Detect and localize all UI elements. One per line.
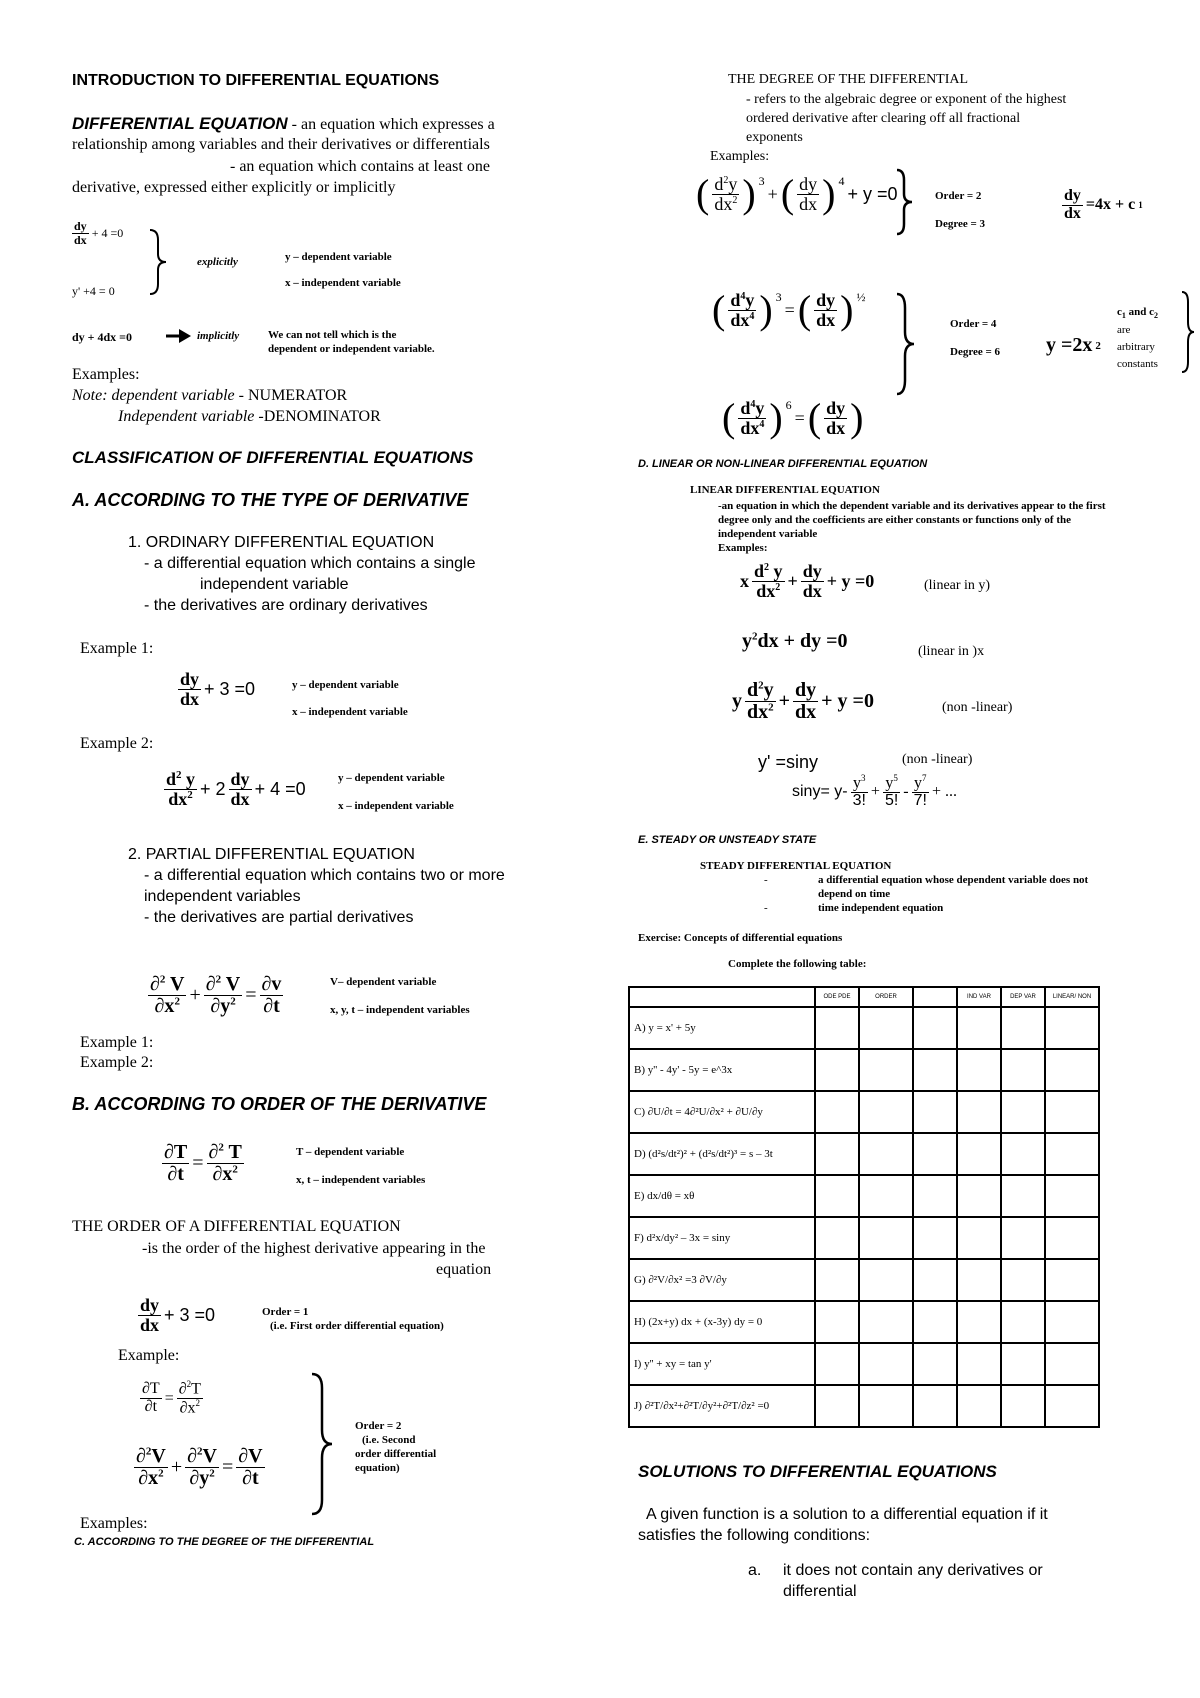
- series-num-3: $y^3$: [853, 773, 866, 792]
- condition-a-text-2: differential: [783, 1583, 857, 1600]
- examples-label-2: Examples:: [80, 1515, 148, 1532]
- note-numerator: [72, 387, 347, 405]
- e2-denominator-2: dx: [230, 788, 250, 809]
- ode-bullet-2: - the derivatives are ordinary derivatives: [144, 597, 428, 614]
- ode-title: 1. ORDINARY DIFFERENTIAL EQUATION: [128, 534, 435, 551]
- e2-rest: + 4 =0: [254, 778, 306, 799]
- implicit-eq: dy + 4dx =0: [72, 330, 133, 344]
- order-2-ie-1: (i.e. Second: [362, 1434, 416, 1446]
- d2-den-1: $dx^4$: [730, 309, 755, 330]
- d2-side-exp: 2: [1095, 339, 1101, 352]
- solutions-paragraph-1: A given function is a solution to a differential equation if it: [646, 1506, 1048, 1523]
- answer-cell[interactable]: [859, 1301, 913, 1343]
- d1-num-1: $d^2y$: [714, 173, 738, 194]
- answer-cell[interactable]: [815, 1175, 859, 1217]
- o1-numerator: dy: [140, 1295, 160, 1315]
- definition-term: DIFFERENTIAL EQUATION: [72, 114, 288, 133]
- steady-dash-1: -: [764, 874, 768, 886]
- row-equation: E) dx/dθ = xθ: [629, 1175, 815, 1217]
- order-title: THE ORDER OF A DIFFERENTIAL EQUATION: [72, 1218, 401, 1235]
- answer-cell[interactable]: [815, 1007, 859, 1049]
- e1-rest: + 3 =0: [204, 678, 256, 699]
- explicit-eq-1: [72, 220, 123, 246]
- answer-cell[interactable]: [859, 1091, 913, 1133]
- answer-cell[interactable]: [815, 1343, 859, 1385]
- answer-cell[interactable]: [815, 1385, 859, 1427]
- e1-denominator: dx: [180, 688, 200, 709]
- series-den-7: 7!: [913, 792, 927, 810]
- degree-def-1: - refers to the algebraic degree or exponent of the highest: [746, 92, 1067, 107]
- sine-series: siny= y- $\frac{y^3}{3!}$ + $\frac{y^5}{5!}$ - $\frac{y^7}{7!}$ + ...: [792, 773, 957, 810]
- o2a-den-1: ∂t: [144, 1398, 158, 1416]
- explicitly-label: explicitly: [197, 256, 238, 268]
- answer-cell[interactable]: [1045, 1091, 1099, 1133]
- o2b-num-1: ∂$^2$V: [136, 1445, 166, 1467]
- e2-numerator-2: dy: [230, 769, 250, 789]
- d1-side-text: =4x + c: [1085, 196, 1136, 214]
- o2b-num-2: ∂$^2$V: [187, 1445, 217, 1467]
- row-equation: F) d²x/dy² – 3x = siny: [629, 1217, 815, 1259]
- answer-cell[interactable]: [1001, 1343, 1045, 1385]
- answer-cell[interactable]: [913, 1343, 957, 1385]
- definition-line-3: - an equation which contains at least one: [230, 158, 490, 175]
- table-row: [629, 1049, 1099, 1091]
- section-e-heading: E. STEADY OR UNSTEADY STATE: [638, 834, 817, 846]
- heat-den-2: $\partial x^2$: [212, 1163, 238, 1185]
- header-cell: [913, 987, 957, 1007]
- definition-line-4: derivative, expressed either explicitly or implicitly: [72, 179, 396, 196]
- exercise-label: Exercise: Concepts of differential equations: [638, 932, 843, 944]
- o1-denominator: dx: [140, 1314, 160, 1335]
- order-1-ie: (i.e. First order differential equation): [270, 1320, 444, 1332]
- row-equation: H) (2x+y) dx + (x-3y) dy = 0: [629, 1301, 815, 1343]
- o2a-num-1: ∂T: [142, 1380, 160, 1398]
- l1-den-1: $dx^2$: [756, 580, 781, 601]
- pde-bullet-2: - the derivatives are partial derivatives: [144, 909, 414, 926]
- answer-cell[interactable]: [957, 1301, 1001, 1343]
- answer-cell[interactable]: [1001, 1217, 1045, 1259]
- example-2-equation: [164, 770, 306, 809]
- nonlinear-eq-2: y' =siny: [758, 752, 818, 772]
- const-c1: c: [1117, 306, 1122, 318]
- header-cell: LINEAR/ NON: [1045, 987, 1099, 1007]
- table-row: [629, 1217, 1099, 1259]
- heat-equation: $\frac{\partial T}{\partial t}$ = $\frac{\partial^2 T}{\partial x^2}$: [164, 1141, 242, 1185]
- answer-cell[interactable]: [815, 1259, 859, 1301]
- answer-cell[interactable]: [1045, 1385, 1099, 1427]
- order-2-ie-3: equation): [355, 1462, 400, 1474]
- degree-brace-1-icon: [895, 168, 915, 236]
- steady-bullet-1b: depend on time: [818, 888, 891, 900]
- answer-cell[interactable]: [1045, 1259, 1099, 1301]
- d2-exp-3: 3: [775, 290, 782, 304]
- e1-numerator: dy: [180, 669, 200, 689]
- answer-cell[interactable]: [815, 1091, 859, 1133]
- answer-cell[interactable]: [859, 1343, 913, 1385]
- answer-cell[interactable]: [1001, 1007, 1045, 1049]
- const-and: and c: [1125, 306, 1155, 318]
- degree-eq-2: ( $\frac{d^4y}{dx^4}$ ) $^3$ = ( $\frac{dy}{dx}$ ) $^{\frac{1}{2}}$: [712, 287, 866, 332]
- row-equation: J) ∂²T/∂x²+∂²T/∂y²+∂²T/∂z² =0: [629, 1385, 815, 1427]
- right-brace-icon: [148, 228, 170, 296]
- answer-cell[interactable]: [913, 1007, 957, 1049]
- o2a-den-2: $\partial x^2$: [179, 1398, 201, 1417]
- degree-examples: Examples:: [710, 149, 770, 164]
- linear-def-1: -an equation in which the dependent variable and its derivatives appear to the first: [718, 500, 1106, 512]
- o2b-den-3: ∂t: [242, 1467, 259, 1489]
- table-row: [629, 1091, 1099, 1133]
- answer-cell[interactable]: [1045, 1217, 1099, 1259]
- ex1-rest: + 4 =0: [91, 225, 124, 240]
- nonlinear-label-2: (non -linear): [902, 752, 973, 767]
- condition-a-marker: a.: [748, 1562, 762, 1579]
- order-definition: -is the order of the highest derivative appearing in the: [142, 1240, 486, 1257]
- l1-den-2: dx: [802, 580, 822, 601]
- answer-cell[interactable]: [957, 1217, 1001, 1259]
- series-label: siny= y-: [792, 782, 848, 800]
- answer-cell[interactable]: [815, 1301, 859, 1343]
- answer-cell[interactable]: [913, 1217, 957, 1259]
- answer-cell[interactable]: [957, 1343, 1001, 1385]
- pde-num-1: ∂$^2$ V: [150, 973, 185, 995]
- e2-y-dep: y – dependent variable: [338, 772, 445, 784]
- linear-examples: Examples:: [718, 542, 768, 554]
- table-header-row: [629, 987, 1099, 1007]
- answer-cell[interactable]: [957, 1259, 1001, 1301]
- linear-def-2: degree only and the coefficients are either constants or functions only of the: [718, 514, 1071, 526]
- section-c-heading: C. ACCORDING TO THE DEGREE OF THE DIFFERENTIAL: [74, 1536, 375, 1548]
- pde-bullet-1: - a differential equation which contains two or more: [144, 867, 505, 884]
- answer-cell[interactable]: [859, 1259, 913, 1301]
- example-2-label: Example 2:: [80, 735, 154, 752]
- answer-cell[interactable]: [859, 1133, 913, 1175]
- constants-line-4: constants: [1117, 358, 1158, 370]
- answer-cell[interactable]: [1045, 1301, 1099, 1343]
- answer-cell[interactable]: [815, 1049, 859, 1091]
- ode-bullet-1b: independent variable: [200, 576, 349, 593]
- series-den-3: 3!: [852, 792, 866, 810]
- steady-bullet-1: a differential equation whose dependent variable does not: [818, 874, 1089, 886]
- answer-cell[interactable]: [1045, 1133, 1099, 1175]
- nl1-den-1: $dx^2$: [747, 701, 774, 723]
- answer-cell[interactable]: [913, 1133, 957, 1175]
- e2-x-indep: x – independent variable: [338, 800, 454, 812]
- d2-side-text: y =2x: [1046, 334, 1093, 356]
- o2b-den-1: $\partial x^2$: [138, 1467, 164, 1489]
- pde-bullet-1b: independent variables: [144, 888, 301, 905]
- d2-den-2: dx: [816, 309, 836, 330]
- o1-rest: + 3 =0: [164, 1304, 216, 1325]
- series-tail: + ...: [931, 782, 957, 800]
- d2-num-1: $d^4y$: [730, 289, 755, 310]
- constants-line-2: are: [1117, 324, 1131, 336]
- d1-den-2: dx: [799, 193, 818, 214]
- exercise-table: [628, 986, 1100, 1428]
- answer-cell[interactable]: [1001, 1259, 1045, 1301]
- linear-eq-2: $y^2dx$ + dy =0: [742, 630, 848, 652]
- d3-num-1: $d^4y$: [740, 397, 765, 418]
- table-row: [629, 1385, 1099, 1427]
- row-equation: A) y = x' + 5y: [629, 1007, 815, 1049]
- steady-dash-2: -: [764, 902, 768, 914]
- e1-y-dep: y – dependent variable: [292, 679, 399, 691]
- arrow-right-icon: [165, 328, 193, 344]
- y-dependent-label: y – dependent variable: [285, 251, 392, 263]
- section-b-heading: B. ACCORDING TO ORDER OF THE DERIVATIVE: [72, 1094, 487, 1114]
- const-c1-sub: 1: [1121, 311, 1126, 321]
- answer-cell[interactable]: [1001, 1175, 1045, 1217]
- l1-num-1: $d^2$ y: [754, 561, 783, 581]
- xyt-indep-label: x, y, t – independent variables: [330, 1004, 470, 1016]
- answer-cell[interactable]: [1045, 1007, 1099, 1049]
- d1-side-eq: [1062, 188, 1143, 223]
- v-dep-label: V– dependent variable: [330, 976, 437, 988]
- definition-line-2: relationship among variables and their derivatives or differentials: [72, 136, 490, 153]
- answer-cell[interactable]: [859, 1049, 913, 1091]
- degree-def-3: exponents: [746, 130, 803, 145]
- heat-den-1: ∂t: [167, 1163, 184, 1185]
- note-indep-var: Independent variable: [118, 408, 255, 425]
- pde-den-1: $\partial x^2$: [154, 995, 180, 1017]
- solutions-paragraph-2: satisfies the following conditions:: [638, 1527, 871, 1544]
- answer-cell[interactable]: [957, 1133, 1001, 1175]
- answer-cell[interactable]: [1001, 1133, 1045, 1175]
- section-a-heading: A. ACCORDING TO THE TYPE OF DERIVATIVE: [72, 490, 469, 510]
- order-1-label: Order = 1: [262, 1306, 309, 1318]
- example-1-equation: [178, 670, 255, 709]
- o2a-num-2: ∂$^2$T: [178, 1379, 201, 1398]
- series-num-7: $y^7$: [914, 773, 927, 792]
- pde-num-2: ∂$^2$ V: [205, 973, 241, 995]
- d1s-den: dx: [1064, 204, 1081, 222]
- d3-exp-6: 6: [785, 398, 792, 412]
- pde-num-3: ∂v: [261, 973, 282, 995]
- examples-label-1: Examples:: [72, 366, 140, 383]
- x-independent-label: x – independent variable: [285, 277, 401, 289]
- pde-equation: $\frac{\partial^2 V}{\partial x^2}$ + $\frac{\partial^2 V}{\partial y^2}$ = $\frac{\partial v}{\partial t}$: [150, 973, 282, 1017]
- constants-line-3: arbitrary: [1117, 341, 1155, 353]
- e2-mid: + 2: [200, 778, 226, 799]
- header-cell: DEP VAR: [1001, 987, 1045, 1007]
- order-2-eq-1: $\frac{\partial T}{\partial t}$ = $\frac{\partial^2T}{\partial x^2}$: [142, 1379, 201, 1417]
- complete-table-label: Complete the following table:: [728, 958, 867, 970]
- degree-eq-3: ( $\frac{d^4y}{dx^4}$ ) $^6$ = ( $\frac{dy}{dx}$ ): [722, 395, 864, 440]
- classification-heading: CLASSIFICATION OF DIFFERENTIAL EQUATIONS: [72, 448, 474, 467]
- note-dep-var: Note: dependent variable: [72, 387, 235, 404]
- e2-numerator-1: $d^2$ y: [166, 769, 196, 789]
- d1s-num: dy: [1064, 187, 1081, 204]
- linear-def-3: independent variable: [718, 528, 818, 540]
- table-row: [629, 1007, 1099, 1049]
- note-denominator-text: -DENOMINATOR: [254, 408, 381, 425]
- answer-cell[interactable]: [1001, 1091, 1045, 1133]
- header-cell: ORDER: [859, 987, 913, 1007]
- linear-in-x: (linear in )x: [918, 644, 985, 659]
- answer-cell[interactable]: [913, 1301, 957, 1343]
- answer-cell[interactable]: [815, 1133, 859, 1175]
- page-title: INTRODUCTION TO DIFFERENTIAL EQUATIONS: [72, 72, 440, 89]
- heat-num-2: ∂$^2$ T: [208, 1141, 242, 1163]
- d1-num-2: dy: [799, 173, 818, 194]
- t-dep-label: T – dependent variable: [296, 1146, 405, 1158]
- degree-title: THE DEGREE OF THE DIFFERENTIAL: [728, 72, 969, 87]
- series-den-5: 5!: [884, 792, 899, 810]
- row-equation: C) ∂U/∂t = 4∂²U/∂x² + ∂U/∂y: [629, 1091, 815, 1133]
- pde-title: 2. PARTIAL DIFFERENTIAL EQUATION: [128, 846, 415, 863]
- cannot-tell-2: dependent or independent variable.: [268, 343, 435, 355]
- note-numerator-text: - NUMERATOR: [234, 387, 348, 404]
- d1-exp-3: 3: [758, 174, 765, 188]
- d2-side-eq: [1046, 334, 1101, 357]
- table-row: [629, 1259, 1099, 1301]
- answer-cell[interactable]: [859, 1007, 913, 1049]
- answer-cell[interactable]: [859, 1175, 913, 1217]
- answer-cell[interactable]: [913, 1175, 957, 1217]
- xt-indep-label: x, t – independent variables: [296, 1174, 426, 1186]
- table-row: [629, 1175, 1099, 1217]
- answer-cell[interactable]: [1001, 1301, 1045, 1343]
- linear-in-y: (linear in y): [924, 578, 991, 593]
- nl1-den-2: dx: [795, 701, 817, 723]
- answer-cell[interactable]: [957, 1175, 1001, 1217]
- pde-den-3: ∂t: [263, 995, 280, 1017]
- degree-brace-2-icon: [895, 292, 917, 396]
- row-equation: G) ∂²V/∂x² =3 ∂V/∂y: [629, 1259, 815, 1301]
- section-d-heading: D. LINEAR OR NON-LINEAR DIFFERENTIAL EQUATION: [638, 458, 928, 470]
- right-brace-large-icon: [310, 1372, 336, 1516]
- e2-denominator-1: $dx^2$: [168, 788, 193, 809]
- const-c2-sub: 2: [1154, 311, 1159, 321]
- d2-degree: Degree = 6: [950, 346, 1001, 358]
- solutions-heading: SOLUTIONS TO DIFFERENTIAL EQUATIONS: [638, 1462, 997, 1481]
- d1-side-sub: 1: [1138, 200, 1143, 211]
- pde-den-2: $\partial y^2$: [210, 995, 236, 1017]
- answer-cell[interactable]: [913, 1091, 957, 1133]
- d1-den-1: $dx^2$: [714, 193, 738, 214]
- ode-bullet-1: - a differential equation which contains a single: [144, 555, 476, 572]
- header-cell: [629, 987, 815, 1007]
- l1-num-2: dy: [802, 561, 822, 581]
- answer-cell[interactable]: [859, 1385, 913, 1427]
- pde-example-2: Example 2:: [80, 1054, 154, 1071]
- answer-cell[interactable]: [957, 1091, 1001, 1133]
- nl1-num-2: dy: [795, 679, 817, 701]
- order-2-eq-2: $\frac{\partial^2V}{\partial x^2}$ + $\frac{\partial^2V}{\partial y^2}$ = $\frac{\partial V}{\partial t}$: [136, 1445, 263, 1489]
- steady-title: STEADY DIFFERENTIAL EQUATION: [700, 860, 892, 872]
- order-1-equation: [138, 1296, 215, 1335]
- constants-line-1: [1117, 306, 1158, 320]
- d3-num-2: dy: [826, 397, 846, 418]
- header-cell: IND VAR: [957, 987, 1001, 1007]
- answer-cell[interactable]: [913, 1259, 957, 1301]
- order-2-ie-2: order differential: [355, 1448, 437, 1460]
- nl1-num-1: $d^2y$: [747, 679, 774, 701]
- d2-exp-half: ½: [856, 290, 866, 304]
- answer-cell[interactable]: [957, 1049, 1001, 1091]
- order-definition-2: equation: [436, 1261, 492, 1278]
- example-label: Example:: [118, 1347, 180, 1364]
- definition-text: - an equation which expresses a: [287, 116, 495, 133]
- definition-line-1: [72, 114, 495, 134]
- linear-title: LINEAR DIFFERENTIAL EQUATION: [690, 484, 880, 496]
- d2-num-2: dy: [816, 289, 836, 310]
- answer-cell[interactable]: [1001, 1049, 1045, 1091]
- d3-den-1: $dx^4$: [740, 417, 765, 438]
- nonlinear-label-1: (non -linear): [942, 700, 1013, 715]
- heat-num-1: ∂T: [164, 1141, 188, 1163]
- nonlinear-eq-1: y $\frac{d^2y}{dx^2}$ + $\frac{dy}{dx}$ + y =0: [732, 679, 874, 723]
- d1-degree: Degree = 3: [935, 218, 986, 230]
- answer-cell[interactable]: [957, 1007, 1001, 1049]
- degree-def-2: ordered derivative after clearing off all fractional: [746, 111, 1021, 126]
- table-row: [629, 1301, 1099, 1343]
- answer-cell[interactable]: [913, 1049, 957, 1091]
- answer-cell[interactable]: [1001, 1385, 1045, 1427]
- answer-cell[interactable]: [1045, 1049, 1099, 1091]
- d1-exp-4: 4: [838, 174, 845, 188]
- e1-x-indep: x – independent variable: [292, 706, 408, 718]
- answer-cell[interactable]: [815, 1217, 859, 1259]
- d2-order: Order = 4: [950, 318, 997, 330]
- ex1-numerator: dy: [74, 219, 87, 233]
- note-denominator: [118, 408, 381, 426]
- ex1-denominator: dx: [74, 232, 87, 247]
- example-1-label: Example 1:: [80, 640, 154, 657]
- o2b-den-2: $\partial y^2$: [189, 1467, 215, 1489]
- steady-bullet-2: time independent equation: [818, 902, 944, 914]
- answer-cell[interactable]: [957, 1385, 1001, 1427]
- order-2-label: Order = 2: [355, 1420, 402, 1432]
- o2b-num-3: ∂V: [238, 1445, 263, 1467]
- answer-cell[interactable]: [1045, 1175, 1099, 1217]
- degree-eq-1: ( $\frac{d^2y}{dx^2}$ ) $^3$ + ( $\frac{dy}{dx}$ ) $^4$ + y =0: [696, 171, 898, 216]
- answer-cell[interactable]: [913, 1385, 957, 1427]
- row-equation: D) (d²s/dt²)² + (d²s/dt²)³ = s – 3t: [629, 1133, 815, 1175]
- condition-a-text: it does not contain any derivatives or: [783, 1562, 1043, 1579]
- linear-eq-1: x $\frac{d^2 y}{dx^2}$ + $\frac{dy}{dx}$ + y =0: [740, 561, 875, 601]
- header-cell: ODE PDE: [815, 987, 859, 1007]
- table-row: [629, 1133, 1099, 1175]
- row-equation: I) y'' + xy = tan y': [629, 1343, 815, 1385]
- constants-brace-icon: [1180, 290, 1196, 374]
- d1-order: Order = 2: [935, 190, 982, 202]
- d3-den-2: dx: [826, 417, 846, 438]
- implicitly-label: implicitly: [197, 330, 240, 342]
- series-num-5: $y^5$: [885, 773, 898, 792]
- table-row: [629, 1343, 1099, 1385]
- row-equation: B) y'' - 4y' - 5y = e^3x: [629, 1049, 815, 1091]
- cannot-tell-1: We can not tell which is the: [268, 329, 397, 341]
- explicit-eq-2: y' +4 = 0: [72, 284, 115, 298]
- pde-example-1: Example 1:: [80, 1034, 154, 1051]
- answer-cell[interactable]: [1045, 1343, 1099, 1385]
- answer-cell[interactable]: [859, 1217, 913, 1259]
